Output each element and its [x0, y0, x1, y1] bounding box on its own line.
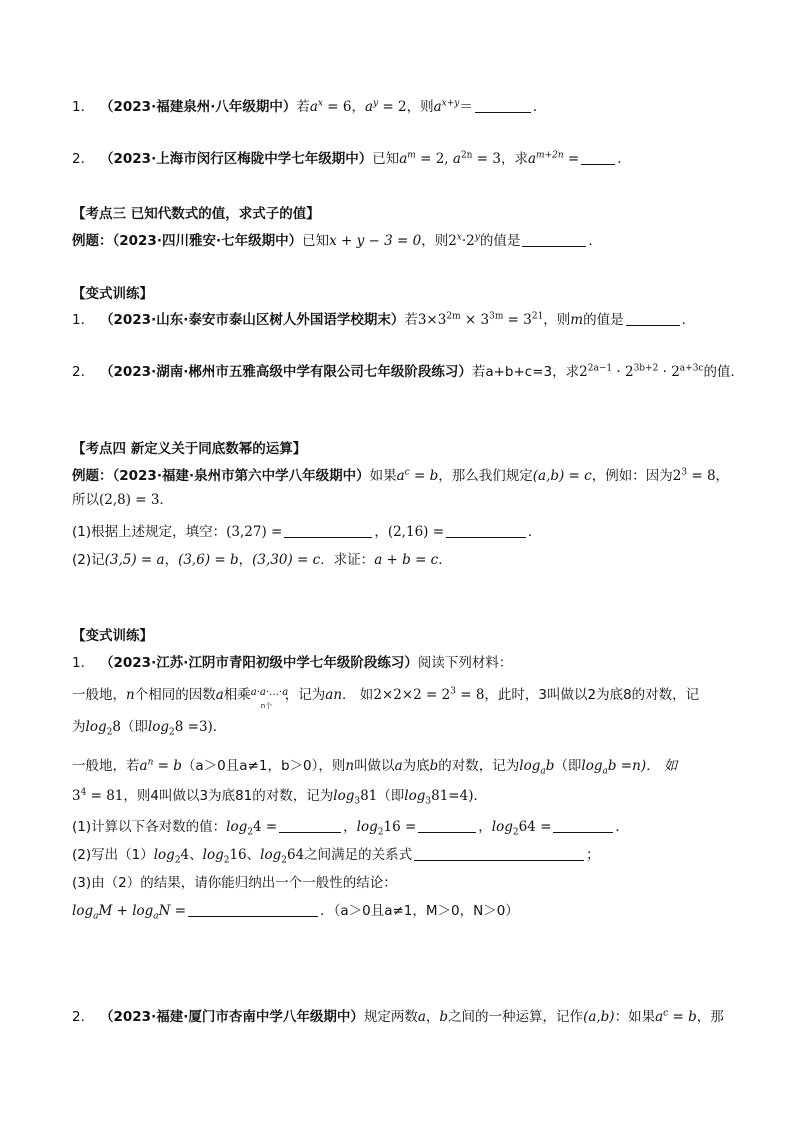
math: 64 — [286, 847, 305, 863]
math-sub: 2 — [247, 827, 253, 838]
product-stack-top: a·a·…·a — [250, 687, 289, 698]
answer-blank[interactable] — [446, 523, 526, 538]
answer-blank[interactable] — [522, 232, 586, 247]
math: a — [399, 151, 408, 167]
math: N = — [158, 903, 187, 919]
answer-blank[interactable] — [553, 818, 613, 833]
answer-blank[interactable] — [626, 311, 680, 326]
math: a + b = c — [374, 552, 439, 568]
question-text: ． — [588, 233, 602, 249]
math: (a,b) = c — [532, 468, 592, 484]
math: 4 = — [252, 819, 278, 835]
question-text: 阅读下列材料： — [417, 655, 513, 671]
question-text: 为 — [72, 719, 86, 735]
math-sup: 2n — [460, 150, 473, 161]
math: (3,6) = b — [178, 552, 239, 568]
math: a — [396, 468, 405, 484]
training2-question-2 — [72, 1007, 724, 1027]
math: (a,b) — [583, 1009, 615, 1025]
math: log — [85, 719, 107, 735]
question-text: 若 — [404, 312, 418, 328]
math-sub: 3 — [425, 796, 432, 807]
math: 2 — [448, 233, 457, 249]
question-number: 2． — [72, 1009, 95, 1025]
question-text: ． — [159, 492, 173, 508]
question-text: ，那 — [696, 1009, 724, 1025]
question-text: ，此时，3叫做以2为底8的对数，记 — [484, 687, 700, 703]
math: = 3 — [472, 151, 501, 167]
question-text: ，那么我们规定 — [438, 468, 533, 484]
question-text: 的对数，记为 — [438, 758, 520, 774]
math: 4 — [180, 847, 190, 863]
math: = — [563, 151, 580, 167]
math-sub: 2 — [223, 855, 230, 866]
question-text: ； — [586, 847, 600, 863]
math: log — [202, 847, 224, 863]
math: log — [356, 819, 378, 835]
variant-training-heading-2: 【变式训练】 — [72, 628, 153, 644]
question-text: ，记为 — [284, 687, 326, 703]
question-text: ， — [343, 819, 357, 835]
question-number: 2． — [72, 151, 95, 167]
question-text: ， — [715, 468, 730, 484]
question-text: ，例如：因为 — [591, 468, 673, 484]
math-sup: 21 — [531, 311, 544, 322]
math: (3,27) = — [226, 524, 283, 540]
question-text: ． — [438, 552, 452, 568]
question-text: 相乘 — [223, 687, 251, 703]
example-4-part-2 — [72, 550, 452, 570]
training-question-2 — [72, 362, 744, 382]
question-text: 、 — [246, 847, 261, 863]
math-sup: y — [373, 98, 379, 109]
math-sup: 3b+2 — [633, 363, 659, 374]
math: a — [309, 99, 318, 115]
math: (3,30) = c — [252, 552, 321, 568]
math: 8 — [112, 719, 121, 735]
question-text: 为底 — [402, 758, 430, 774]
question-text: 的值． — [703, 364, 744, 380]
question-number: 2． — [72, 364, 95, 380]
answer-blank[interactable] — [475, 98, 531, 113]
math: = b — [409, 468, 439, 484]
question-source: （2023·江苏·江阴市青阳初级中学七年级阶段练习） — [100, 655, 418, 671]
question-text: 一般地，若 — [72, 758, 140, 774]
question-text: ． — [532, 99, 547, 115]
math-sup: c — [404, 467, 410, 478]
math-sup: n — [147, 757, 154, 768]
math: a — [394, 758, 403, 774]
math-sub: a — [153, 911, 159, 922]
math: log — [581, 758, 603, 774]
question-2 — [72, 149, 631, 169]
training2-part-2 — [72, 845, 600, 865]
math: 8 =3)． — [174, 719, 227, 735]
math: ·2 — [461, 233, 475, 249]
product-stack — [250, 685, 289, 710]
math: 81=4)． — [431, 788, 487, 804]
math: = 3 — [503, 312, 532, 328]
question-text: 的值是 — [583, 312, 624, 328]
math: a — [139, 758, 148, 774]
training-question-1 — [72, 310, 695, 330]
question-text: 已知 — [302, 233, 330, 249]
question-text: 叫做以 — [354, 758, 395, 774]
math-sup: y — [474, 232, 480, 243]
example-4-line-1 — [72, 466, 729, 486]
math: = 6， — [322, 99, 365, 115]
math: 2 — [579, 364, 588, 380]
question-text: (2)记 — [72, 552, 105, 568]
question-text: 的值是 — [479, 233, 521, 249]
question-text: ，则4叫做以3为底81的对数，记为 — [123, 788, 334, 804]
math-sup: x — [456, 232, 462, 243]
math: log — [147, 719, 170, 735]
question-text: (1)根据上述规定，填空： — [72, 524, 227, 540]
question-text: ． 如 — [342, 687, 374, 703]
question-text: ，则 — [543, 312, 571, 328]
question-text: ．求证： — [320, 552, 375, 568]
question-text: 一般地， — [72, 687, 126, 703]
question-text: ，则 — [421, 233, 449, 249]
math: = b — [153, 758, 182, 774]
question-text: 、 — [189, 847, 203, 863]
question-text: 个相同的因数 — [134, 687, 216, 703]
question-text: 规定两数 — [363, 1009, 418, 1025]
math: 2×2×2 = 2 — [373, 687, 451, 703]
question-text: 之间的一种运算，记作 — [448, 1009, 584, 1025]
math: 3 — [72, 788, 81, 804]
question-text: (2)写出（1） — [72, 847, 154, 863]
math: a — [527, 151, 537, 167]
math: (3,5) = a — [104, 552, 165, 568]
product-stack-bottom: n个 — [260, 702, 273, 710]
math: = 8 — [687, 468, 716, 484]
math: a — [364, 99, 374, 115]
math: · 2 — [658, 364, 680, 380]
math: b =n)． 如 — [607, 758, 678, 774]
math: 2 — [672, 468, 682, 484]
math: · 2 — [612, 364, 634, 380]
question-text: （即 — [554, 758, 582, 774]
material-line-1 — [72, 685, 700, 710]
question-text: ， — [374, 524, 388, 540]
answer-blank[interactable] — [284, 523, 372, 538]
question-text: （即 — [377, 788, 405, 804]
example-label: 例题： — [72, 233, 113, 249]
question-text: ， — [478, 819, 492, 835]
question-text: (3)由（2）的结果，请你能归纳出一个一般性的结论： — [72, 875, 397, 891]
math-sup: 3 — [450, 686, 456, 697]
question-source: （2023·山东·泰安市泰山区树人外国语学校期末） — [100, 312, 405, 328]
question-source: （2023·福建泉州·八年级期中） — [100, 99, 297, 115]
question-text: ， — [164, 552, 179, 568]
math: (2,16) = — [387, 524, 445, 540]
math: log — [519, 758, 541, 774]
math-sub: 3 — [354, 796, 361, 807]
question-text: ． — [528, 524, 542, 540]
training2-part-1 — [72, 817, 629, 837]
question-text: 所以 — [72, 492, 99, 508]
answer-blank[interactable] — [279, 818, 341, 833]
question-source: （2023·湖南·郴州市五雅高级中学有限公司七年级阶段练习） — [100, 364, 472, 380]
question-source: （2023·四川雅安·七年级期中） — [112, 233, 303, 249]
math-sup: 3 — [681, 467, 688, 478]
math: = 8 — [455, 687, 485, 703]
question-text: 如果 — [369, 468, 397, 484]
math: log — [72, 903, 94, 919]
question-source: （2023·上海市闵行区梅陇中学七年级期中） — [100, 151, 373, 167]
math: M + — [98, 903, 133, 919]
math-sub: a — [93, 911, 99, 922]
math: 16 = — [383, 819, 417, 835]
math-sub: a — [602, 766, 608, 777]
question-text: （即 — [120, 719, 148, 735]
math-sup: 4 — [80, 787, 87, 798]
example-label: 例题： — [72, 468, 113, 484]
math: 16 — [229, 847, 247, 863]
math: m — [570, 312, 584, 328]
math: = b — [668, 1009, 697, 1025]
math: × 3 — [460, 312, 490, 328]
training2-question-1 — [72, 653, 512, 673]
question-text: 之间满足的关系式 — [304, 847, 413, 863]
math-sup: x+y — [441, 98, 460, 109]
material-line-2 — [72, 717, 226, 737]
question-text: ．（a＞0且a≠1，M＞0，N＞0） — [320, 903, 519, 919]
question-text: 若 — [296, 99, 310, 115]
math-sup: a+3c — [679, 363, 704, 374]
question-number: 1． — [72, 655, 95, 671]
math: an — [325, 687, 343, 703]
math-sub: 2 — [377, 827, 384, 838]
math-sup: c — [663, 1008, 669, 1019]
question-text: （a＞0且a≠1，b＞0），则 — [181, 758, 346, 774]
math: = 2, — [415, 151, 453, 167]
math: log — [491, 819, 513, 835]
question-text: ：如果 — [614, 1009, 656, 1025]
math: n — [345, 758, 355, 774]
math: log — [153, 847, 175, 863]
math: x + y − 3 = 0 — [329, 233, 422, 249]
section-heading-4: 【考点四 新定义关于同底数幂的运算】 — [72, 441, 307, 457]
material-line-3 — [72, 756, 677, 776]
question-number: 1． — [72, 99, 95, 115]
question-text: ，求 — [500, 151, 528, 167]
math: 3×3 — [417, 312, 447, 328]
question-text: ， — [238, 552, 253, 568]
math-sup: m — [407, 150, 416, 161]
example-4-line-2 — [72, 490, 173, 510]
math: b — [429, 758, 439, 774]
math: a — [452, 151, 461, 167]
math: 64 = — [518, 819, 552, 835]
training2-part-3 — [72, 873, 397, 893]
math-sub: 2 — [174, 855, 181, 866]
math: b — [439, 1009, 449, 1025]
question-text: ． — [617, 151, 631, 167]
question-text: (1)计算以下各对数的值： — [72, 819, 227, 835]
answer-blank[interactable] — [418, 818, 476, 833]
section-heading-3: 【考点三 已知代数式的值，求式子的值】 — [72, 206, 320, 222]
math-sup: m+2n — [536, 150, 564, 161]
math: log — [226, 819, 248, 835]
math: log — [132, 903, 154, 919]
math: = 81 — [86, 788, 124, 804]
math: a — [215, 687, 224, 703]
math: a — [417, 1009, 426, 1025]
math-sub: a — [540, 766, 546, 777]
math-sup: 3m — [489, 311, 504, 322]
math: log — [404, 788, 426, 804]
math: b — [545, 758, 555, 774]
math: n — [126, 687, 135, 703]
math-sup: x — [317, 98, 323, 109]
math-sub: 2 — [169, 727, 175, 738]
question-text: ＝ — [459, 99, 473, 115]
answer-blank[interactable] — [188, 902, 318, 917]
math-sub: 2 — [106, 727, 113, 738]
math: (2,8) = 3 — [99, 492, 160, 508]
question-text: ， — [425, 1009, 440, 1025]
training2-part-3-formula — [72, 901, 519, 921]
math: log — [260, 847, 282, 863]
question-1 — [72, 97, 546, 117]
math-sup: 2m — [446, 311, 461, 322]
material-line-4 — [72, 786, 487, 806]
math: a — [655, 1009, 664, 1025]
question-text: 若a+b+c=3，求 — [471, 364, 580, 380]
question-source: （2023·福建·泉州市第六中学八年级期中） — [112, 468, 370, 484]
question-number: 1． — [72, 312, 95, 328]
math: a — [433, 99, 442, 115]
variant-training-heading: 【变式训练】 — [72, 286, 153, 302]
math-sub: 2 — [512, 827, 519, 838]
question-source: （2023·福建·厦门市杏南中学八年级期中） — [100, 1009, 364, 1025]
math: 81 — [360, 788, 378, 804]
math: log — [333, 788, 355, 804]
math-sup: 2a−1 — [587, 363, 613, 374]
example-4-part-1 — [72, 522, 542, 542]
question-text: ． — [615, 819, 629, 835]
question-text: ． — [681, 312, 696, 328]
answer-blank[interactable] — [581, 150, 615, 165]
question-text: 已知 — [372, 151, 400, 167]
math-sub: 2 — [281, 855, 287, 866]
math: = 2，则 — [378, 99, 434, 115]
answer-blank[interactable] — [414, 846, 584, 861]
example-3 — [72, 231, 602, 251]
